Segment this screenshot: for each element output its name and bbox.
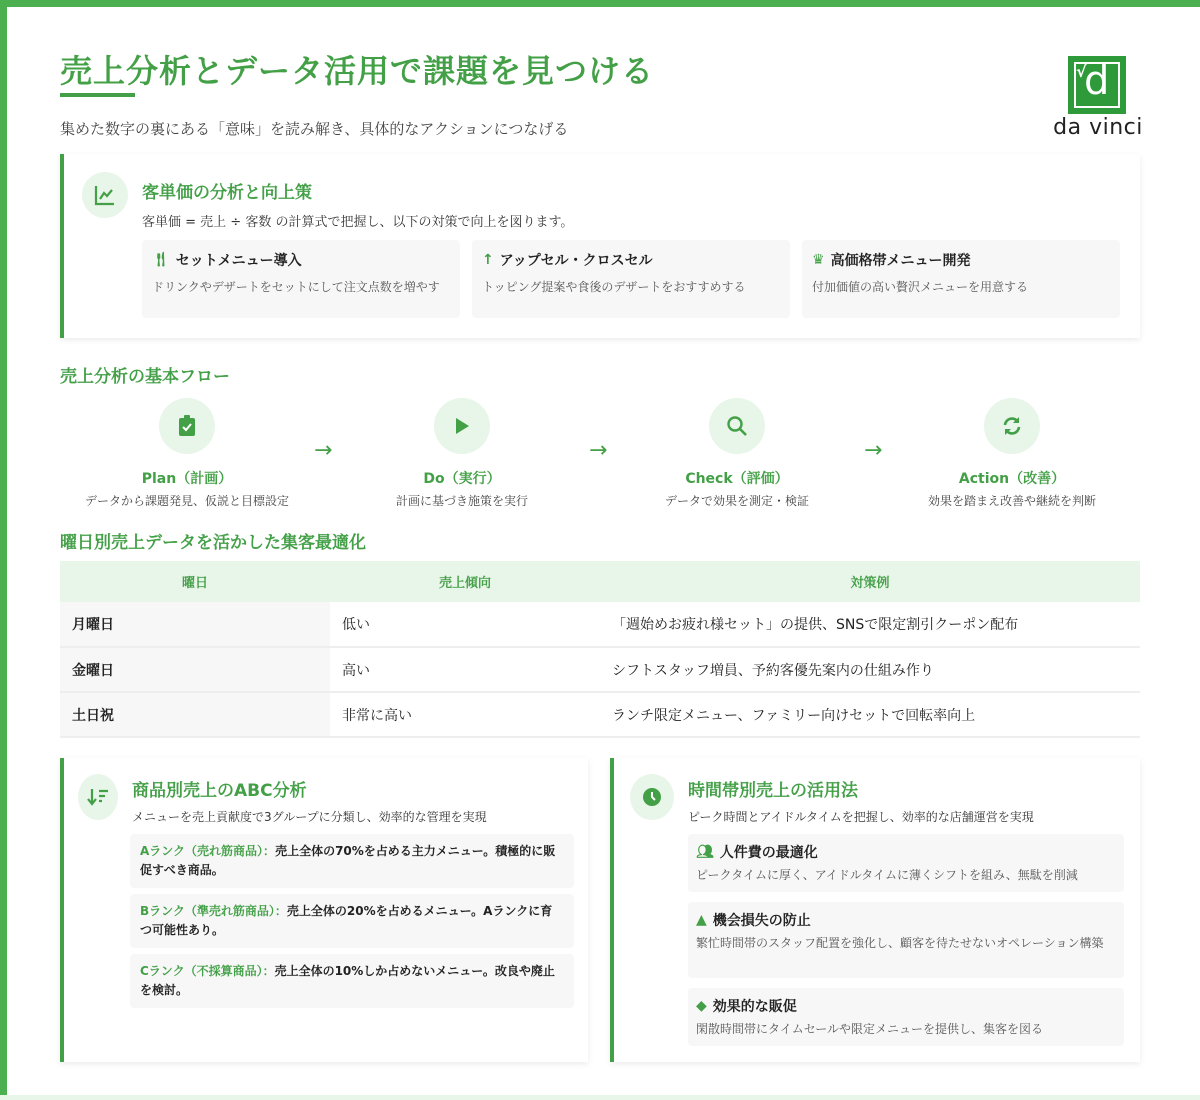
- strategy-set-menu: 🍴︎ セットメニュー導入 ドリンクやデザートをセットにして注文点数を増やす: [142, 240, 460, 318]
- chart-line-icon: [82, 172, 128, 218]
- play-icon: [434, 398, 490, 454]
- flow-step-plan: Plan（計画） データから課題発見、仮説と目標設定: [57, 398, 317, 509]
- table-row: 月曜日 低い 「週始めお疲れ様セット」の提供、SNSで限定割引クーポン配布: [60, 602, 1140, 647]
- clipboard-check-icon: [159, 398, 215, 454]
- arrow-right-icon: →: [864, 438, 883, 463]
- davinci-logo: [1052, 56, 1144, 140]
- flow-step-action: Action（改善） 効果を踏まえ改善や継続を判断: [882, 398, 1142, 509]
- rank-b: Bランク（準売れ筋商品）：売上全体の20%を占めるメニュー。Aランクに育つ可能性あり。: [130, 894, 574, 948]
- clock-icon: [630, 774, 674, 820]
- tag-icon: ◆: [696, 998, 707, 1014]
- abc-description: メニューを売上貢献度で3グループに分類し、効率的な管理を実現: [132, 810, 487, 824]
- sort-amount-down-icon: [78, 774, 118, 820]
- tip-opportunity-loss: ▲ 機会損失の防止 繁忙時間帯のスタッフ配置を強化し、顧客を待たせないオペレーション構築: [688, 902, 1124, 978]
- weekday-sales-table: [60, 561, 1140, 738]
- utensils-icon: 🍴︎: [152, 252, 170, 268]
- page-title: 売上分析とデータ活用で課題を見つける: [60, 52, 655, 90]
- left-accent-bar: [0, 0, 7, 1095]
- logo-text: da vinci: [1053, 115, 1143, 140]
- bottom-accent-strip: [0, 1095, 1200, 1100]
- unit-price-description: 客単価 = 売上 ÷ 客数 の計算式で把握し、以下の対策で向上を図ります。: [142, 215, 574, 230]
- table-row: 土日祝 非常に高い ランチ限定メニュー、ファミリー向けセットで回転率向上: [60, 692, 1140, 737]
- page-subtitle: 集めた数字の裏にある「意味」を読み解き、具体的なアクションにつなげる: [60, 120, 569, 138]
- logo-mark-icon: √ d: [1068, 56, 1126, 114]
- unit-price-card: [60, 154, 1140, 338]
- arrow-up-icon: ↑: [482, 252, 494, 268]
- tip-labor-cost: 👥︎ 人件費の最適化 ピークタイムに厚く、アイドルタイムに薄くシフトを組み、無駄を削減: [688, 834, 1124, 892]
- flow-step-do: Do（実行） 計画に基づき施策を実行: [332, 398, 592, 509]
- strategy-premium-menu: ♛ 高価格帯メニュー開発 付加価値の高い贅沢メニューを用意する: [802, 240, 1120, 318]
- flow-step-check: Check（評価） データで効果を測定・検証: [607, 398, 867, 509]
- search-icon: [709, 398, 765, 454]
- top-accent-bar: [0, 0, 1200, 7]
- table-row: 金曜日 高い シフトスタッフ増員、予約客優先案内の仕組み作り: [60, 647, 1140, 692]
- rank-a: Aランク（売れ筋商品）：売上全体の70%を占める主力メニュー。積極的に販促すべき商品。: [130, 834, 574, 888]
- abc-title: 商品別売上のABC分析: [132, 781, 307, 801]
- strategy-upsell: ↑ アップセル・クロスセル トッピング提案や食後のデザートをおすすめする: [472, 240, 790, 318]
- title-underline: [60, 93, 135, 97]
- users-icon: 👥︎: [696, 844, 714, 860]
- unit-price-title: 客単価の分析と向上策: [142, 183, 312, 203]
- timeslot-card: [610, 758, 1140, 1062]
- sync-icon: [984, 398, 1040, 454]
- column-header-trend: 売上傾向: [330, 561, 600, 602]
- abc-analysis-card: [60, 758, 588, 1062]
- timeslot-description: ピーク時間とアイドルタイムを把握し、効率的な店舗運営を実現: [688, 810, 1034, 824]
- weekday-heading: 曜日別売上データを活かした集客最適化: [60, 533, 366, 553]
- arrow-right-icon: →: [314, 438, 333, 463]
- column-header-action: 対策例: [600, 561, 1140, 602]
- column-header-day: 曜日: [60, 561, 330, 602]
- tip-promotion: ◆ 効果的な販促 閑散時間帯にタイムセールや限定メニューを提供し、集客を図る: [688, 988, 1124, 1046]
- arrow-right-icon: →: [589, 438, 608, 463]
- rank-c: Cランク（不採算商品）：売上全体の10%しか占めないメニュー。改良や廃止を検討。: [130, 954, 574, 1008]
- timeslot-title: 時間帯別売上の活用法: [688, 781, 858, 801]
- warning-icon: ▲: [696, 912, 707, 928]
- crown-icon: ♛: [812, 252, 825, 268]
- flow-heading: 売上分析の基本フロー: [60, 367, 230, 387]
